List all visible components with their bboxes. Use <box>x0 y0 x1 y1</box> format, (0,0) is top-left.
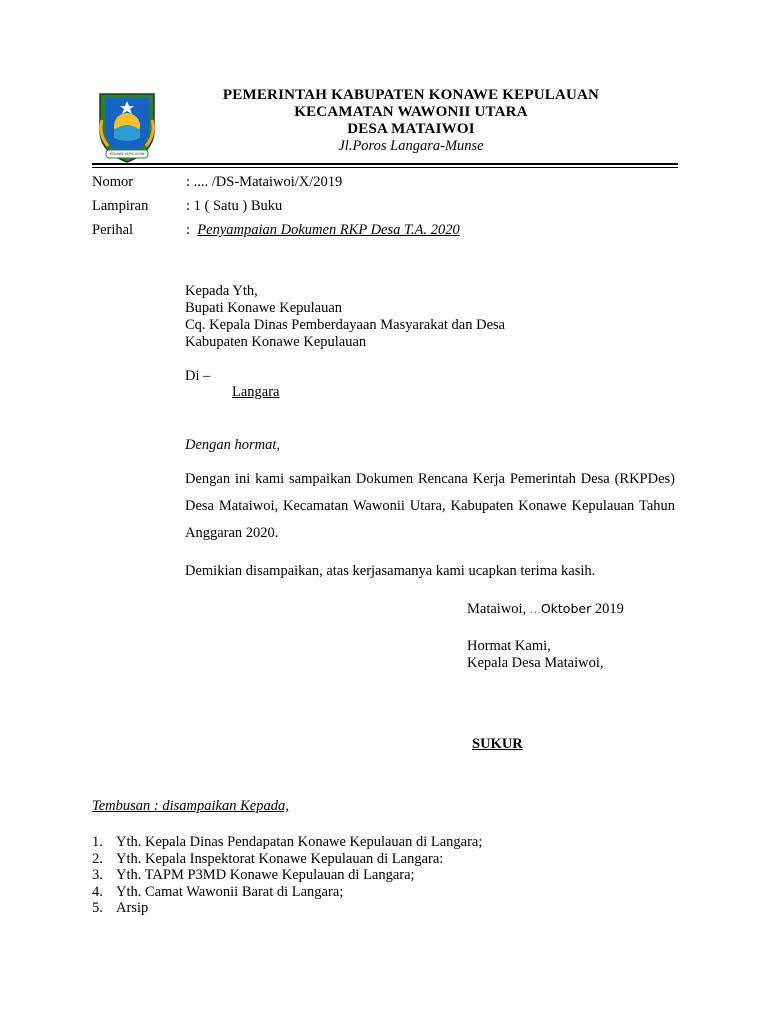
nomor-label: Nomor <box>92 174 134 190</box>
tembusan-list <box>92 834 482 917</box>
letterhead <box>150 87 672 155</box>
recipient-cq: Cq. Kepala Dinas Pemberdayaan Masyarakat dan Desa <box>185 317 506 333</box>
nomor-value: : .... /DS-Mataiwoi/X/2019 <box>186 174 343 190</box>
perihal-colon: : <box>186 222 191 238</box>
body-paragraph-1: Dengan ini kami sampaikan Dokumen Rencana Kerja Pemerintah Desa (RKPDes) Desa Mataiwoi, Kecamatan Wawonii Utara, Kabupaten Konawe Kepulauan Tahun Anggaran 2020. <box>185 471 675 541</box>
tembusan-heading: Tembusan : disampaikan Kepada, <box>92 798 289 814</box>
signature-place: Mataiwoi, <box>467 601 527 617</box>
body-paragraph-2: Demikian disampaikan, atas kerjasamanya kami ucapkan terima kasih. <box>185 563 596 579</box>
recipient-name: Bupati Konawe Kepulauan <box>185 300 343 316</box>
list-item: 3. Yth. TAPM P3MD Konawe Kepulauan di Langara; <box>92 867 415 884</box>
list-item: 4. Yth. Camat Wawonii Barat di Langara; <box>92 883 344 900</box>
list-item: 2. Yth. Kepala Inspektorat Konawe Kepulauan di Langara: <box>92 850 444 867</box>
signature-title: Kepala Desa Mataiwoi, <box>467 655 604 671</box>
signature-name: SUKUR <box>472 736 523 752</box>
signature-date <box>467 600 624 618</box>
signature-month: Oktober <box>540 601 592 616</box>
signature-closing: Hormat Kami, <box>467 638 551 654</box>
perihal-label: Perihal <box>92 222 134 238</box>
perihal-value: Penyampaian Dokumen RKP Desa T.A. 2020 <box>197 222 460 238</box>
recipient-greeting: Kepada Yth, <box>185 283 258 299</box>
recipient-block <box>185 283 505 351</box>
letterhead-district: KECAMATAN WAWONII UTARA <box>294 104 528 120</box>
letterhead-rule-thin <box>92 167 678 168</box>
meta-nomor <box>92 173 342 191</box>
lampiran-value: : 1 ( Satu ) Buku <box>186 198 283 214</box>
letterhead-address: Jl.Poros Langara-Munse <box>338 138 484 154</box>
logo-banner-text: KONAWE KEPULAUAN <box>109 152 145 156</box>
list-item: 1. Yth. Kepala Dinas Pendapatan Konawe Kepulauan di Langara; <box>92 834 483 850</box>
letterhead-village: DESA MATAIWOI <box>347 121 475 137</box>
letterhead-government: PEMERINTAH KABUPATEN KONAWE KEPULAUAN <box>222 87 600 103</box>
signature-block <box>467 638 604 672</box>
signature-date-dots: … <box>529 603 541 616</box>
salutation: Dengan hormat, <box>185 437 281 453</box>
recipient-di: Di – <box>185 368 211 384</box>
signature-year: 2019 <box>594 601 624 617</box>
letterhead-rule-thick <box>92 163 678 165</box>
meta-perihal <box>92 221 460 239</box>
meta-lampiran <box>92 197 282 215</box>
recipient-regency: Kabupaten Konawe Kepulauan <box>185 334 367 350</box>
lampiran-label: Lampiran <box>92 198 149 214</box>
list-item: 5. Arsip <box>92 900 149 917</box>
recipient-place: Langara <box>232 384 280 400</box>
